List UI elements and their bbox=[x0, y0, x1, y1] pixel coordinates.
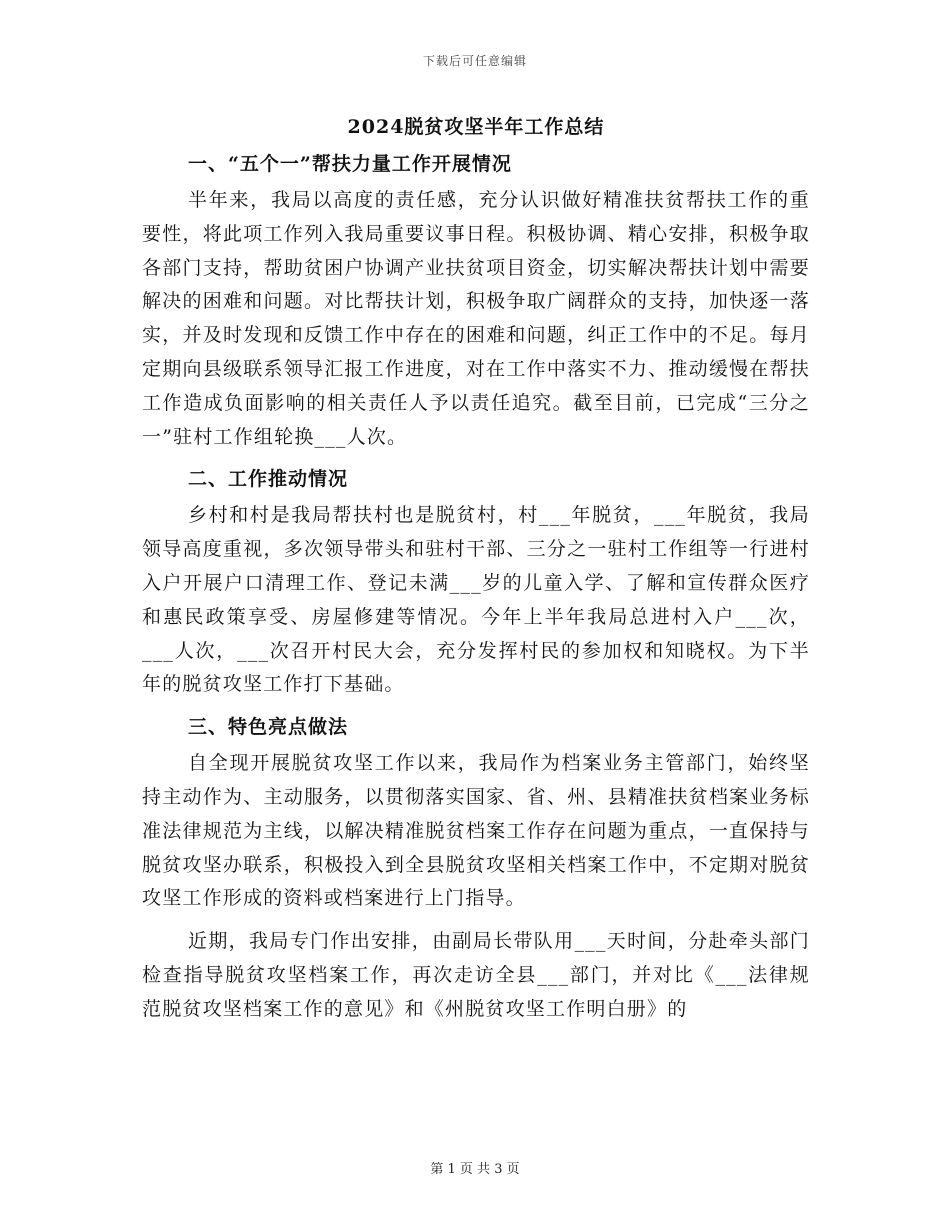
section-heading-1: 一、“五个一”帮扶力量工作开展情况 bbox=[188, 153, 512, 175]
page-header-note: 下载后可任意编辑 bbox=[422, 54, 527, 68]
section-heading-2: 二、工作推动情况 bbox=[188, 468, 349, 491]
document-body bbox=[142, 112, 810, 1036]
section-3-paragraph-2: 近期，我局专门作出安排，由副局长带队用___天时间，分赴牵头部门检查指导脱贫攻坚档案工作，再次走访全县___部门，并对比《___法律规范脱贫攻坚档案工作的意见》和《州脱贫攻坚工作明白册》的 bbox=[142, 930, 810, 1020]
document-title: 2024脱贫攻坚半年工作总结 bbox=[347, 116, 605, 138]
section-3-paragraph-1: 自全现开展脱贫攻坚工作以来，我局作为档案业务主管部门，始终坚持主动作为、主动服务，以贯彻落实国家、省、州、县精准扶贫档案业务标准法律规范为主线，以解决精准脱贫档案工作存在问题为重点，一直保持与脱贫攻坚办联系，积极投入到全县脱贫攻坚相关档案工作中，不定期对脱贫攻坚工作形成的资料或档案进行上门指导。 bbox=[142, 752, 810, 910]
section-1-paragraph-1: 半年来，我局以高度的责任感，充分认识做好精准扶贫帮扶工作的重要性，将此项工作列入我局重要议事日程。积极协调、精心安排，积极争取各部门支持，帮助贫困户协调产业扶贫项目资金，切实解决帮扶计划中需要解决的困难和问题。对比帮扶计划，积极争取广阔群众的支持，加快逐一落实，并及时发现和反馈工作中存在的困难和问题，纠正工作中的不足。每月定期向县级联系领导汇报工作进度，对在工作中落实不力、推动缓慢在帮扶工作造成负面影响的相关责任人予以责任追究。截至目前，已完成“三分之一”驻村工作组轮换___人次。 bbox=[142, 189, 810, 448]
page-footer-number: 第 1 页 共 3 页 bbox=[430, 1162, 520, 1177]
section-2-paragraph-1: 乡村和村是我局帮扶村也是脱贫村，村___年脱贫，___年脱贫，我局领导高度重视，多次领导带头和驻村干部、三分之一驻村工作组等一行进村入户开展户口清理工作、登记未满___岁的儿童入学、了解和宣传群众医疗和惠民政策享受、房屋修建等情况。今年上半年我局总进村入户___次，___人次，___次召开村民大会，充分发挥村民的参加权和知晓权。为下半年的脱贫攻坚工作打下基础。 bbox=[142, 504, 810, 696]
section-heading-3: 三、特色亮点做法 bbox=[188, 716, 349, 739]
